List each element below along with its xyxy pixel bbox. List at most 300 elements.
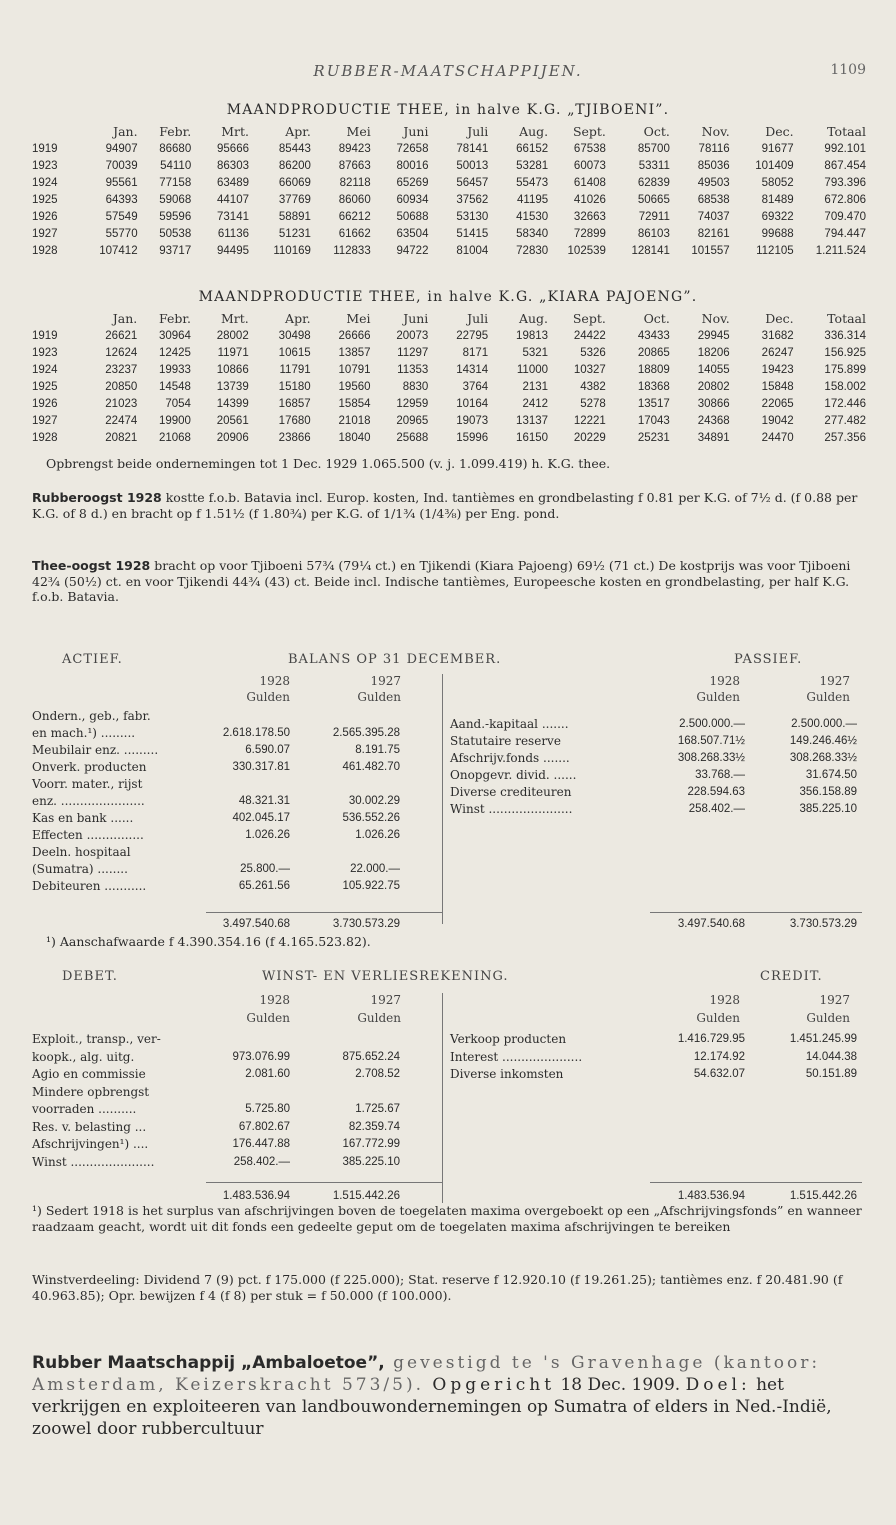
ledger-value-current [200,844,290,860]
winst-total-b-left: 1.515.442.26 [332,1190,400,1202]
rubber-harvest-paragraph [32,490,866,521]
table-row [32,412,866,429]
value-cell: 60073 [573,159,606,172]
ledger-value-previous: 2.500.000.— [791,718,857,730]
value-cell: 20865 [637,346,670,359]
ledger-label: Exploit., transp., ver- [32,1032,161,1046]
winst-total-rule-left [206,1182,442,1183]
value-cell: 41530 [516,210,549,223]
year-cell: 1919 [32,329,58,342]
value-cell: 4382 [580,380,606,393]
value-cell: 794.447 [824,227,866,240]
value-cell: 37769 [278,193,311,206]
value-cell: 11971 [217,346,249,359]
value-cell: 257.356 [824,431,866,444]
balans-total-a-right: 3.497.540.68 [677,918,745,930]
value-cell: 25688 [396,431,429,444]
value-cell: 20965 [396,414,429,427]
value-cell: 41026 [573,193,606,206]
table-row [32,344,866,361]
value-cell: 50665 [637,193,670,206]
value-cell: 24368 [697,414,730,427]
value-cell: 86680 [159,142,192,155]
prod1-title: MAANDPRODUCTIE THEE, in halve K.G. „TJIBOENI”. [226,102,670,118]
ledger-value-previous [310,844,400,860]
value-cell: 336.314 [824,329,866,342]
ledger-value-current: 65.261.56 [238,880,290,892]
running-title: RUBBER-MAATSCHAPPIJEN. [313,62,583,80]
value-cell: 19073 [456,414,489,427]
column-header: Nov. [701,311,730,326]
value-cell: 101409 [755,159,794,172]
column-header: Mrt. [220,311,249,326]
winst-right-label: CREDIT. [760,969,823,984]
value-cell: 61662 [338,227,371,240]
value-cell: 10615 [278,346,311,359]
value-cell: 12624 [105,346,138,359]
value-cell: 66152 [516,142,549,155]
ledger-value-previous: 22.000.— [350,863,400,875]
value-cell: 22065 [761,397,794,410]
value-cell: 53281 [516,159,549,172]
value-cell: 69322 [761,210,794,223]
ledger-value-previous: 30.002.29 [348,795,400,807]
winstverdeeling-paragraph: Winstverdeeling: Dividend 7 (9) pct. f 175.000 (f 225.000); Stat. reserve f 12.920.10 (f 19.261.25); tantièmes enz. f 20.481.90 (f 40.963.85); Opr. bewijzen f 4 (f 8) per stuk = f 50.000 (f 100.000). [32,1272,843,1303]
value-cell: 15848 [761,380,794,393]
ledger-label: Statutaire reserve [450,734,561,748]
value-cell: 55770 [105,227,138,240]
value-cell: 11000 [516,363,549,376]
value-cell: 18206 [697,346,730,359]
value-cell: 28002 [216,329,249,342]
ledger-value-previous: 149.246.46½ [789,735,857,747]
column-header: Juni [403,124,429,139]
header-row [32,123,866,140]
column-header: Apr. [285,124,311,139]
balans-divider [442,674,443,924]
value-cell: 156.925 [824,346,866,359]
winst-unit-b-left: Gulden [357,1011,401,1025]
ledger-value-previous: 356.158.89 [799,786,857,798]
page-number: 1109 [830,62,866,78]
column-header: Dec. [765,124,794,139]
value-cell: 78141 [456,142,489,155]
value-cell: 81489 [761,193,794,206]
value-cell: 60934 [396,193,429,206]
ledger-value-current [200,776,290,792]
value-cell: 13137 [516,414,549,427]
value-cell: 86103 [637,227,670,240]
value-cell: 19423 [761,363,794,376]
column-header: Oct. [643,311,670,326]
value-cell: 81004 [456,244,489,257]
ledger-value-previous: 8.191.75 [355,744,400,756]
value-cell: 30964 [158,329,191,342]
value-cell: 53311 [638,159,670,172]
value-cell: 19813 [516,329,549,342]
ledger-value-previous: 50.151.89 [805,1068,857,1080]
value-cell: 22474 [105,414,138,427]
table-row [32,327,866,344]
year-cell: 1927 [32,227,58,240]
table-row [32,157,866,174]
value-cell: 63489 [217,176,249,189]
value-cell: 86303 [217,159,249,172]
value-cell: 50538 [159,227,192,240]
value-cell: 867.454 [824,159,866,172]
value-cell: 128141 [631,244,670,257]
winst-year-b-left: 1927 [370,993,401,1007]
value-cell: 89423 [338,142,371,155]
value-cell: 10327 [573,363,606,376]
ledger-label: koopk., alg. uitg. [32,1049,135,1064]
ledger-value-current: 2.081.60 [245,1068,290,1080]
ledger-label: Res. v. belasting ... [32,1119,147,1134]
value-cell: 2131 [522,380,549,393]
year-cell: 1923 [32,159,58,172]
value-cell: 37562 [456,193,489,206]
balans-unit-a-right: Gulden [696,690,740,704]
value-cell: 10866 [216,363,249,376]
ledger-label: Winst ...................... [450,802,573,816]
value-cell: 21018 [338,414,371,427]
value-cell: 29945 [697,329,730,342]
winst-year-a-right: 1928 [709,993,740,1007]
balans-total-b-right: 3.730.573.29 [789,918,857,930]
balans-year-b-right: 1927 [819,674,850,688]
column-header: Sept. [572,311,606,326]
value-cell: 62839 [637,176,670,189]
value-cell: 77158 [159,176,192,189]
year-cell: 1923 [32,346,58,359]
company-purpose-label: Doel: [685,1375,751,1395]
ledger-label: Diverse crediteuren [450,785,572,799]
value-cell: 64393 [105,193,138,206]
value-cell: 51415 [456,227,489,240]
ledger-label: Debiteuren ........... [32,879,147,893]
balans-total-b-left: 3.730.573.29 [332,918,400,930]
value-cell: 49503 [697,176,730,189]
ledger-value-previous: 14.044.38 [805,1050,857,1063]
value-cell: 10164 [456,397,489,410]
header-row [32,310,866,327]
value-cell: 5321 [522,346,549,359]
ledger-value-current: 12.174.92 [693,1050,745,1063]
ledger-label: Diverse inkomsten [450,1067,564,1081]
column-header: Febr. [159,124,192,139]
value-cell: 58340 [516,227,549,240]
value-cell: 50013 [456,159,489,172]
table-row [32,361,866,378]
balans-year-a-left: 1928 [259,674,290,688]
ledger-value-current [200,1031,290,1047]
value-cell: 25231 [637,431,670,444]
value-cell: 14314 [456,363,489,376]
prod1-table [32,123,866,259]
value-cell: 82161 [697,227,730,240]
value-cell: 8171 [462,346,489,359]
value-cell: 13739 [216,380,249,393]
ledger-value-current: 25.800.— [240,863,290,875]
header-cell-empty [32,123,98,140]
ledger-value-previous: 1.451.245.99 [789,1033,857,1045]
table-row [32,242,866,259]
column-header: Oct. [643,124,670,139]
ledger-value-previous: 1.725.67 [355,1103,400,1115]
year-cell: 1926 [32,210,58,223]
value-cell: 65269 [396,176,429,189]
value-cell: 57549 [105,210,138,223]
balans-total-a-left: 3.497.540.68 [222,918,290,930]
value-cell: 94722 [396,244,429,257]
tea-harvest-text: bracht op voor Tjiboeni 57¾ (79¼ ct.) en Tjikendi (Kiara Pajoeng) 69½ (71 ct.) De kostprijs was voor Tjiboeni 42¾ (50½) ct. en voor Tjikendi 44¾ (43) ct. Beide incl. Indische tantièmes, Europeesche kosten en grondbelasting, per half K.G. f.o.b. Batavia. [32,558,851,604]
value-cell: 67538 [573,142,606,155]
column-header: Sept. [572,124,606,139]
value-cell: 11297 [397,346,429,359]
value-cell: 61408 [573,176,606,189]
value-cell: 50688 [396,210,429,223]
value-cell: 85443 [278,142,311,155]
value-cell: 54110 [160,159,192,172]
value-cell: 20850 [105,380,138,393]
column-header: Febr. [158,311,191,326]
value-cell: 20073 [396,329,429,342]
column-header: Dec. [765,311,794,326]
value-cell: 101557 [691,244,730,257]
value-cell: 78116 [698,142,730,155]
balans-title: BALANS OP 31 DECEMBER. [288,652,502,667]
column-header: Mei [346,124,371,139]
value-cell: 85700 [637,142,670,155]
value-cell: 112105 [756,244,794,257]
company-text-2: 18 Dec. 1909. [555,1375,686,1395]
value-cell: 82118 [339,176,371,189]
winst-year-b-right: 1927 [819,993,850,1007]
value-cell: 20906 [216,431,249,444]
value-cell: 14055 [697,363,730,376]
value-cell: 51231 [278,227,311,240]
value-cell: 18809 [637,363,670,376]
value-cell: 72911 [638,210,670,223]
balans-unit-a-left: Gulden [246,690,290,704]
ledger-value-current: 67.802.67 [238,1120,290,1133]
column-header: Aug. [519,124,549,139]
prod2-table [32,310,866,446]
value-cell: 3764 [462,380,489,393]
value-cell: 20561 [216,414,249,427]
value-cell: 58052 [761,176,794,189]
ledger-value-current: 5.725.80 [245,1103,290,1115]
value-cell: 24470 [761,431,794,444]
winst-total-rule-right [650,1182,862,1183]
balans-total-rule-left [206,912,442,913]
ledger-label: Onopgevr. divid. ...... [450,768,577,782]
table-row [32,174,866,191]
winst-unit-b-right: Gulden [806,1011,850,1025]
value-cell: 12959 [396,397,429,410]
value-cell: 20802 [697,380,730,393]
balans-unit-b-right: Gulden [806,690,850,704]
ledger-label: Effecten ............... [32,828,144,842]
ledger-value-current: 2.500.000.— [679,718,745,730]
ledger-label: Kas en bank ...... [32,811,134,825]
ledger-value-previous [310,708,400,724]
year-cell: 1919 [32,142,58,155]
value-cell: 86200 [278,159,311,172]
ledger-value-previous: 1.026.26 [355,829,400,841]
company-name: Rubber Maatschappij „Ambaloetoe”, [32,1353,385,1373]
value-cell: 15996 [456,431,489,444]
winst-left-label: DEBET. [62,969,118,984]
value-cell: 5326 [580,346,606,359]
table-row [32,429,866,446]
value-cell: 53130 [456,210,489,223]
value-cell: 23237 [105,363,138,376]
value-cell: 992.101 [824,142,866,155]
value-cell: 66212 [338,210,371,223]
value-cell: 30498 [278,329,311,342]
ledger-value-previous: 385.225.10 [342,1155,400,1168]
column-header: Aug. [518,311,549,326]
value-cell: 19933 [158,363,191,376]
winst-year-a-left: 1928 [259,993,290,1007]
value-cell: 13517 [637,397,670,410]
balans-year-b-left: 1927 [370,674,401,688]
prod2-footnote: Opbrengst beide ondernemingen tot 1 Dec. 1929 1.065.500 (v. j. 1.099.419) h. K.G. thee. [46,456,611,471]
value-cell: 107412 [99,244,138,257]
value-cell: 17043 [637,414,670,427]
ledger-value-previous: 385.225.10 [799,803,857,815]
value-cell: 85036 [697,159,730,172]
value-cell: 102539 [567,244,606,257]
table-row [32,208,866,225]
column-header: Nov. [701,124,730,139]
ledger-value-previous [310,1084,400,1100]
value-cell: 793.396 [824,176,866,189]
ledger-label: (Sumatra) ........ [32,862,128,876]
value-cell: 68538 [697,193,730,206]
winst-total-a-right: 1.483.536.94 [677,1190,745,1202]
value-cell: 19900 [158,414,191,427]
ledger-value-previous: 31.674.50 [805,769,857,781]
ledger-value-previous: 461.482.70 [342,761,400,773]
column-header: Juni [403,311,429,326]
ledger-value-current: 258.402.— [688,803,745,815]
value-cell: 74037 [697,210,730,223]
value-cell: 5278 [580,397,606,410]
ledger-value-previous: 2.565.395.28 [332,727,400,739]
value-cell: 22795 [456,329,489,342]
value-cell: 12425 [158,346,191,359]
year-cell: 1925 [32,193,58,206]
ledger-label: enz. ...................... [32,794,145,808]
value-cell: 93717 [159,244,192,257]
value-cell: 19560 [338,380,371,393]
ledger-label: Ondern., geb., fabr. [32,709,151,723]
value-cell: 23866 [278,431,311,444]
value-cell: 2412 [522,397,549,410]
ledger-value-current: 2.618.178.50 [222,727,290,739]
value-cell: 277.482 [824,414,866,427]
table-row [32,140,866,157]
balans-right-label: PASSIEF. [734,652,803,667]
ledger-value-previous: 167.772.99 [342,1138,400,1150]
column-header: Juli [467,311,489,326]
ledger-label: Interest ..................... [450,1049,583,1064]
prod2-title: MAANDPRODUCTIE THEE, in halve K.G. „KIARA PAJOENG”. [198,289,698,305]
ledger-value-current: 330.317.81 [232,761,290,773]
value-cell: 21023 [105,397,138,410]
ledger-value-current: 402.045.17 [232,812,290,824]
value-cell: 16857 [278,397,311,410]
year-cell: 1928 [32,431,58,444]
company-founded-label: Opgericht [432,1375,556,1395]
balans-year-a-right: 1928 [709,674,740,688]
value-cell: 8830 [402,380,429,393]
ledger-label: Mindere opbrengst [32,1084,150,1099]
year-cell: 1924 [32,363,58,376]
value-cell: 63504 [396,227,429,240]
ledger-value-current: 973.076.99 [232,1050,290,1063]
value-cell: 10791 [338,363,371,376]
balans-unit-b-left: Gulden [357,690,401,704]
value-cell: 72658 [396,142,429,155]
value-cell: 1.211.524 [815,244,866,257]
ledger-value-current: 1.416.729.95 [677,1033,745,1045]
column-header: Mrt. [221,124,249,139]
value-cell: 20821 [105,431,138,444]
ledger-value-current: 33.768.— [695,769,745,781]
ledger-label: Afschrijvingen¹) .... [32,1137,149,1151]
value-cell: 20229 [573,431,606,444]
column-header: Juli [467,124,489,139]
value-cell: 18040 [338,431,371,444]
column-header: Totaal [827,124,866,139]
value-cell: 21068 [158,431,191,444]
ledger-value-previous [310,1031,400,1047]
value-cell: 30866 [697,397,730,410]
ledger-label: Voorr. mater., rijst [32,777,143,791]
rubber-harvest-text: kostte f.o.b. Batavia incl. Europ. kosten, Ind. tantièmes en grondbelasting f 0.81 per K.G. of 7½ d. (f 0.88 per K.G. of 8 d.) en bracht op f 1.51½ (f 1.80¾) per K.G. of 1/1¾ (1/4⅜) per Eng. pond. [32,490,858,521]
value-cell: 26247 [761,346,794,359]
value-cell: 94907 [105,142,138,155]
ledger-label: Agio en commissie [32,1067,146,1081]
ledger-value-previous: 2.708.52 [355,1068,400,1080]
value-cell: 15180 [278,380,311,393]
value-cell: 94495 [217,244,249,257]
value-cell: 44107 [217,193,249,206]
value-cell: 672.806 [824,193,866,206]
value-cell: 70039 [105,159,138,172]
year-cell: 1925 [32,380,58,393]
value-cell: 11353 [397,363,429,376]
ledger-label: Deeln. hospitaal [32,845,131,859]
column-header: Jan. [112,311,138,326]
winst-total-b-right: 1.515.442.26 [789,1190,857,1202]
value-cell: 175.899 [824,363,866,376]
value-cell: 91677 [761,142,794,155]
ledger-label: Winst ...................... [32,1154,155,1169]
ledger-value-previous: 82.359.74 [348,1120,400,1133]
value-cell: 32663 [573,210,606,223]
ledger-value-previous: 308.268.33½ [789,752,857,764]
company-entry [32,1352,866,1440]
value-cell: 172.446 [824,397,866,410]
tea-harvest-paragraph [32,558,866,605]
column-header: Mei [346,311,371,326]
ledger-label: Verkoop producten [450,1032,567,1046]
winst-unit-a-right: Gulden [696,1011,740,1025]
